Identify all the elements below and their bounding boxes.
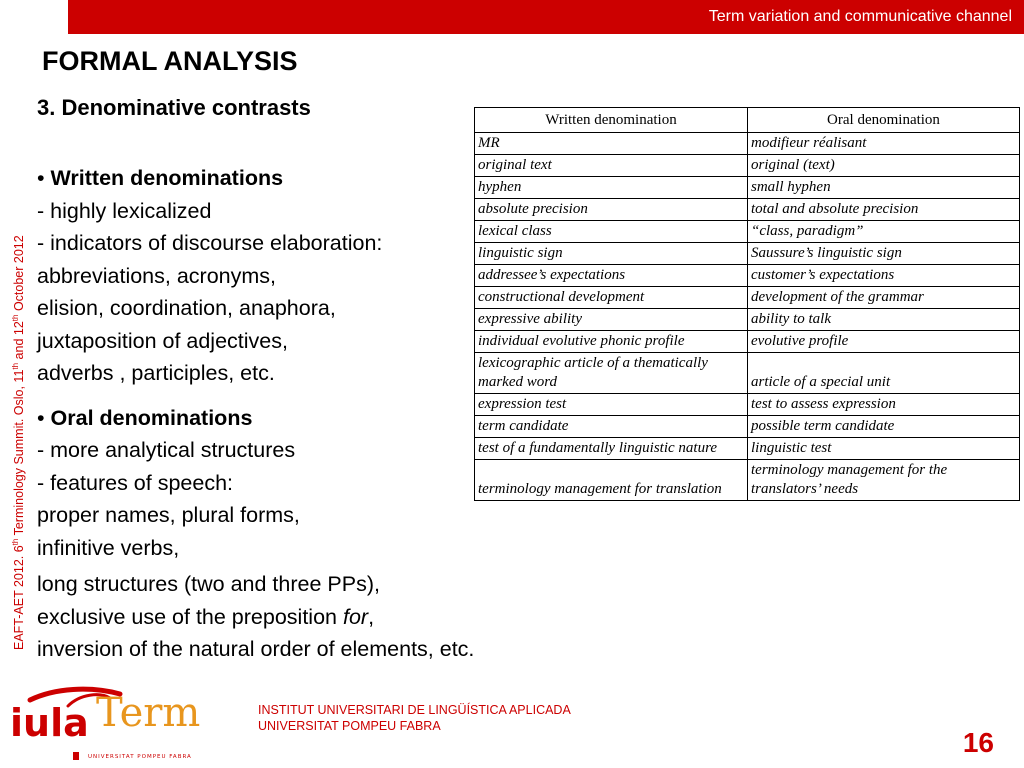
- cell-oral: test to assess expression: [748, 394, 1020, 416]
- institute-name: [258, 702, 571, 734]
- cell-written: lexical class: [475, 221, 748, 243]
- table-row: [475, 438, 1020, 460]
- cell-written: expressive ability: [475, 309, 748, 331]
- written-line: elision, coordination, anaphora,: [37, 296, 336, 320]
- cell-written: hyphen: [475, 177, 748, 199]
- written-line: - highly lexicalized: [37, 198, 212, 223]
- header-banner: [68, 0, 1024, 34]
- table-row: [475, 416, 1020, 438]
- cell-written: individual evolutive phonic profile: [475, 331, 748, 353]
- column-header-written: Written denomination: [475, 108, 748, 133]
- oral-line: proper names, plural forms,: [37, 503, 300, 527]
- cell-oral: original (text): [748, 155, 1020, 177]
- table-row: [475, 243, 1020, 265]
- cell-oral: evolutive profile: [748, 331, 1020, 353]
- oral-heading: • Oral denominations: [37, 405, 253, 430]
- table-body: [475, 133, 1020, 501]
- iulaterm-logo: [10, 684, 220, 764]
- oral-last-line: inversion of the natural order of elements, etc.: [37, 637, 475, 661]
- page-number: 16: [962, 727, 994, 758]
- cell-written: constructional development: [475, 287, 748, 309]
- cell-written: terminology management for translation: [475, 460, 748, 501]
- table-row: [475, 155, 1020, 177]
- oral-line-preposition: exclusive use of the preposition for,: [37, 604, 375, 629]
- cell-written: MR: [475, 133, 748, 155]
- slide-subtitle: 3. Denominative contrasts: [37, 95, 311, 120]
- table-row: [475, 394, 1020, 416]
- cell-oral: small hyphen: [748, 177, 1020, 199]
- oral-line: long structures (two and three PPs),: [37, 572, 380, 596]
- logo-text-iula: iula: [10, 701, 89, 745]
- cell-written: term candidate: [475, 416, 748, 438]
- table-row: [475, 460, 1020, 501]
- cell-oral: total and absolute precision: [748, 199, 1020, 221]
- column-header-oral: Oral denomination: [748, 108, 1020, 133]
- oral-continuation: [37, 568, 474, 666]
- table-row: [475, 177, 1020, 199]
- logo-mark-icon: [73, 752, 79, 760]
- table-row: [475, 133, 1020, 155]
- institute-line: UNIVERSITAT POMPEU FABRA: [258, 719, 441, 733]
- table-row: [475, 353, 1020, 394]
- cell-written: addressee’s expectations: [475, 265, 748, 287]
- oral-line: infinitive verbs,: [37, 535, 180, 560]
- cell-written: original text: [475, 155, 748, 177]
- side-conference-text: EAFT-AET 2012. 6th Terminology Summit. Oslo, 11th and 12th October 2012: [11, 235, 27, 650]
- table-row: [475, 265, 1020, 287]
- denomination-table: [474, 107, 1020, 501]
- cell-oral: terminology management for the translators’ needs: [748, 460, 1020, 501]
- table-row: [475, 331, 1020, 353]
- slide-title: FORMAL ANALYSIS: [42, 46, 298, 76]
- written-line: - indicators of discourse elaboration:: [37, 231, 383, 255]
- table-row: [475, 199, 1020, 221]
- written-line: adverbs , participles, etc.: [37, 361, 275, 385]
- oral-line: - more analytical structures: [37, 438, 296, 462]
- oral-line: - features of speech:: [37, 470, 233, 495]
- cell-written: absolute precision: [475, 199, 748, 221]
- cell-written: test of a fundamentally linguistic nature: [475, 438, 748, 460]
- cell-oral: linguistic test: [748, 438, 1020, 460]
- cell-written: expression test: [475, 394, 748, 416]
- written-line: juxtaposition of adjectives,: [37, 328, 288, 353]
- logo-text-university: UNIVERSITAT POMPEU FABRA: [88, 754, 192, 760]
- slide-body: [37, 162, 477, 564]
- logo-text-term: Term: [96, 690, 201, 736]
- table-row: [475, 287, 1020, 309]
- table-row: [475, 221, 1020, 243]
- written-heading: • Written denominations: [37, 166, 284, 190]
- cell-oral: ability to talk: [748, 309, 1020, 331]
- cell-oral: development of the grammar: [748, 287, 1020, 309]
- cell-oral: customer’s expectations: [748, 265, 1020, 287]
- header-title: Term variation and communicative channel: [708, 8, 1012, 25]
- cell-oral: possible term candidate: [748, 416, 1020, 438]
- cell-written: lexicographic article of a thematically marked word: [475, 353, 748, 394]
- institute-line: INSTITUT UNIVERSITARI DE LINGÜÍSTICA APLICADA: [258, 703, 571, 717]
- cell-written: linguistic sign: [475, 243, 748, 265]
- cell-oral: modifieur réalisant: [748, 133, 1020, 155]
- cell-oral: article of a special unit: [748, 353, 1020, 394]
- written-line: abbreviations, acronyms,: [37, 263, 276, 288]
- table-header-row: [475, 108, 1020, 133]
- cell-oral: “class, paradigm”: [748, 221, 1020, 243]
- cell-oral: Saussure’s linguistic sign: [748, 243, 1020, 265]
- table-row: [475, 309, 1020, 331]
